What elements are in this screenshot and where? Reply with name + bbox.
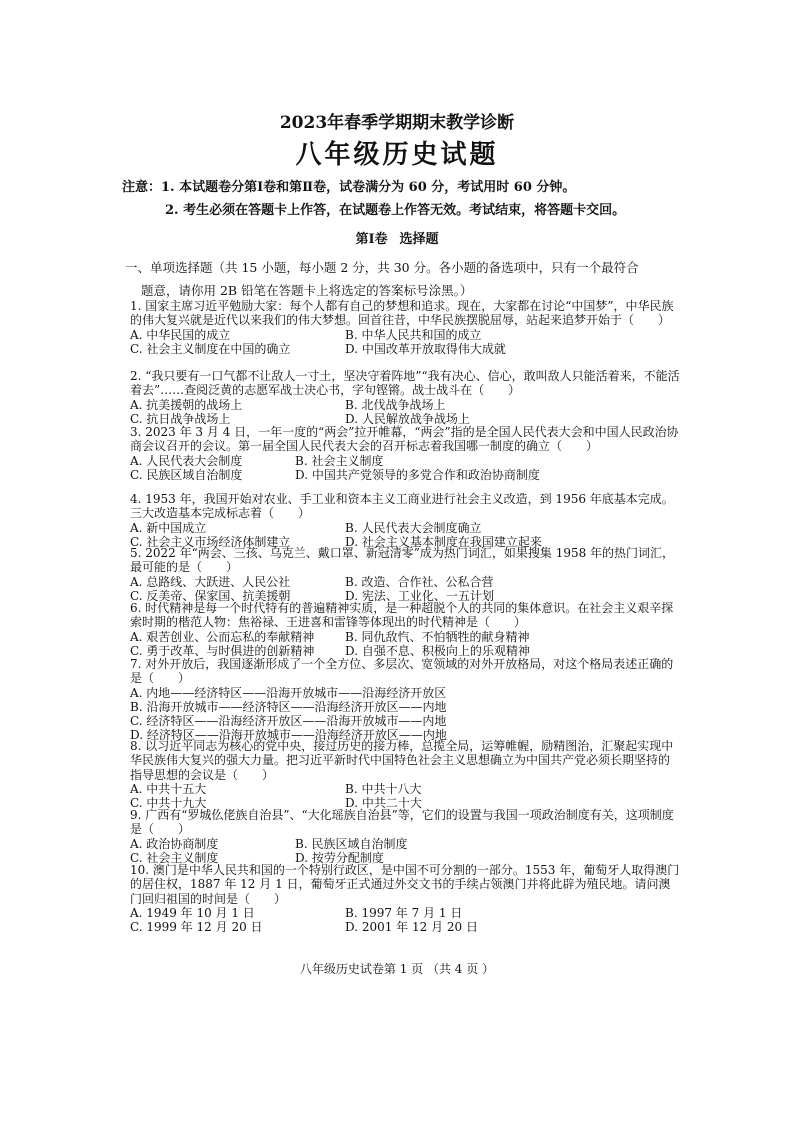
option-a: A. 人民代表大会制度 — [130, 453, 243, 468]
question-stem: 3. 2023 年 3 月 4 日，一年一度的“两会”拉开帷幕，“两会”指的是全国人民代表大会和中国人民政治协商会议召开的会议。第一届全国人民代表大会的召开标志着我国哪一制度的确立（ ） — [130, 425, 679, 454]
options-row — [130, 782, 680, 796]
option-a: A. 总路线、大跃进、人民公社 — [130, 574, 291, 589]
option-d: D. 中共二十大 — [345, 796, 422, 811]
question-9 — [130, 808, 680, 865]
option-c: C. 社会主义制度 — [130, 850, 219, 865]
exam-title: 八年级历史试题 — [295, 140, 499, 170]
option-a: A. 内地——经济特区——沿海开放城市——沿海经济开放区 — [130, 685, 447, 700]
question-stem: 1. 国家主席习近平勉励大家：每个人都有自己的梦想和追求。现在，大家都在讨论“中国梦”，中华民族的伟大复兴就是近代以来我们的伟大梦想。回首往昔，中华民族摆脱屈辱，站起来追梦开始于（ ） — [130, 299, 674, 328]
page-footer: 八年级历史试卷第 1 页 （共 4 页 ） — [299, 962, 495, 976]
option-d: D. 按劳分配制度 — [295, 850, 384, 865]
question-stem: 4. 1953 年，我国开始对农业、手工业和资本主义工商业进行社会主义改造，到 1956 年底基本完成。三大改造基本完成标志着（ ） — [130, 492, 674, 521]
option-a: A. 政治协商制度 — [130, 836, 219, 851]
question-stem: 8. 以习近平同志为核心的党中央，接过历史的接力棒，总揽全局，运筹帷幄，励精图治，汇聚起实现中华民族伟大复兴的强大力量。把习近平新时代中国特色社会主义思想确立为中国共产党必须长期坚持的指导思想的会议是（ ） — [130, 739, 674, 782]
option-c: C. 勇于改革、与时俱进的创新精神 — [130, 643, 315, 658]
question-8 — [130, 739, 680, 810]
option-b: B. 中华人民共和国的成立 — [345, 327, 482, 342]
option-d: D. 社会主义基本制度在我国建立起来 — [345, 534, 542, 549]
option-a: A. 抗美援朝的战场上 — [130, 397, 243, 412]
option-d: D. 宪法、工业化、一五计划 — [345, 588, 494, 603]
option-b: B. 民族区域自治制度 — [295, 836, 408, 851]
options-row — [130, 521, 680, 535]
question-4 — [130, 492, 680, 549]
option-b: B. 同仇敌忾、不怕牺牲的献身精神 — [345, 629, 530, 644]
question-7 — [130, 657, 680, 743]
option-d: D. 自强不息、积极向上的乐观精神 — [345, 643, 530, 658]
part-instructions-line-1: 一、单项选择题（共 15 小题，每小题 2 分，共 30 分。各小题的备选项中，只有一个最符合 — [125, 260, 639, 275]
option-c: C. 社会主义制度在中国的确立 — [130, 341, 291, 356]
options-row — [130, 468, 680, 482]
options-row — [130, 906, 680, 920]
option-c: C. 民族区域自治制度 — [130, 467, 243, 482]
part-instructions — [125, 256, 680, 302]
question-5 — [130, 546, 680, 603]
options-row — [130, 575, 680, 589]
option-b: B. 北伐战争战场上 — [345, 397, 446, 412]
options-row — [130, 454, 680, 468]
notice-line-1: 注意：1. 本试题卷分第Ⅰ卷和第Ⅱ卷，试卷满分为 60 分，考试用时 60 分钟。 — [122, 180, 576, 195]
options-row — [130, 342, 680, 356]
option-b: B. 中共十八大 — [345, 781, 422, 796]
section-heading — [0, 228, 794, 247]
options-row — [130, 630, 680, 644]
options-row — [130, 328, 680, 342]
option-b: B. 社会主义制度 — [295, 453, 384, 468]
option-d: D. 人民解放战争战场上 — [345, 411, 470, 426]
notice-line-2: 2. 考生必须在答题卡上作答，在试题卷上作答无效。考试结束，将答题卡交回。 — [165, 203, 626, 218]
question-6 — [130, 601, 680, 658]
option-a: A. 1949 年 10 月 1 日 — [130, 905, 255, 920]
section-name: 选择题 — [399, 232, 439, 247]
part-instructions-line-2: 题意，请你用 2B 铅笔在答题卡上将选定的答案标号涂黑。） — [141, 283, 473, 298]
question-stem: 2. “我只要有一口气都不让敌人一寸土，坚决守着阵地”“我有决心、信心，敢叫敌人只能活着来，不能活着去”……查阅泛黄的志愿军战士决心书，字句铿锵。战士战斗在（ ） — [130, 369, 680, 398]
options-row — [130, 837, 680, 851]
option-a: A. 艰苦创业、公而忘私的奉献精神 — [130, 629, 315, 644]
question-stem: 10. 澳门是中华人民共和国的一个特别行政区，是中国不可分割的一部分。1553 年，葡萄牙人取得澳门的居住权，1887 年 12 月 1 日，葡萄牙正式通过外交文书的手续占领澳门并将此辟为殖民地。请问澳门回归祖国的时间是（ ） — [130, 863, 680, 906]
question-stem: 7. 对外开放后，我国逐渐形成了一个全方位、多层次、宽领域的对外开放格局，对这个格局表述正确的是（ ） — [130, 657, 674, 686]
option-b: B. 改造、合作社、公私合营 — [345, 574, 494, 589]
option-b: B. 沿海开放城市——经济特区——沿海经济开放区——内地 — [130, 699, 447, 714]
exam-subtitle: 2023年春季学期期末教学诊断 — [279, 113, 515, 133]
option-d: D. 2001 年 12 月 20 日 — [345, 920, 478, 935]
option-d: D. 中国改革开放取得伟大成就 — [345, 341, 506, 356]
option-c: C. 1999 年 12 月 20 日 — [130, 920, 263, 935]
question-3 — [130, 425, 680, 482]
option-a: A. 中共十五大 — [130, 781, 207, 796]
option-c: C. 中共十九大 — [130, 796, 207, 811]
option-c: C. 社会主义市场经济体制建立 — [130, 534, 291, 549]
option-c: C. 抗日战争战场上 — [130, 411, 231, 426]
option-c: C. 反美帝、保家国、抗美援朝 — [130, 588, 291, 603]
options-row — [130, 920, 680, 934]
section-label: 第Ⅰ卷 — [355, 232, 388, 247]
option-a: A. 新中国成立 — [130, 520, 207, 535]
question-2 — [130, 369, 680, 426]
question-1 — [130, 299, 680, 356]
option-d: D. 经济特区——沿海开放城市——沿海经济开放区——内地 — [130, 728, 447, 743]
option-b: B. 1997 年 7 月 1 日 — [345, 905, 463, 920]
option-b: B. 人民代表大会制度确立 — [345, 520, 482, 535]
option-c: C. 经济特区——沿海经济开放区——沿海开放城市——内地 — [130, 714, 447, 729]
options-row — [130, 398, 680, 412]
question-stem: 6. 时代精神是每一个时代特有的普遍精神实质，是一种超脱个人的共同的集体意识。在社会主义艰辛探索时期的楷范人物：焦裕禄、王进喜和雷锋等体现出的时代精神是（ ） — [130, 601, 674, 630]
question-stem: 5. 2022 年“两会、三孩、乌克兰、戴口罩、新冠清零”成为热门词汇，如果搜集 1958 年的热门词汇，最可能的是（ ） — [130, 546, 675, 575]
question-10 — [130, 863, 680, 934]
option-d: D. 中国共产党领导的多党合作和政治协商制度 — [295, 467, 540, 482]
question-stem: 9. 广西有“罗城仫佬族自治县”、“大化瑶族自治县”等，它们的设置与我国一项政治制度有关，这项制度是（ ） — [130, 808, 674, 837]
option-a: A. 中华民国的成立 — [130, 327, 231, 342]
